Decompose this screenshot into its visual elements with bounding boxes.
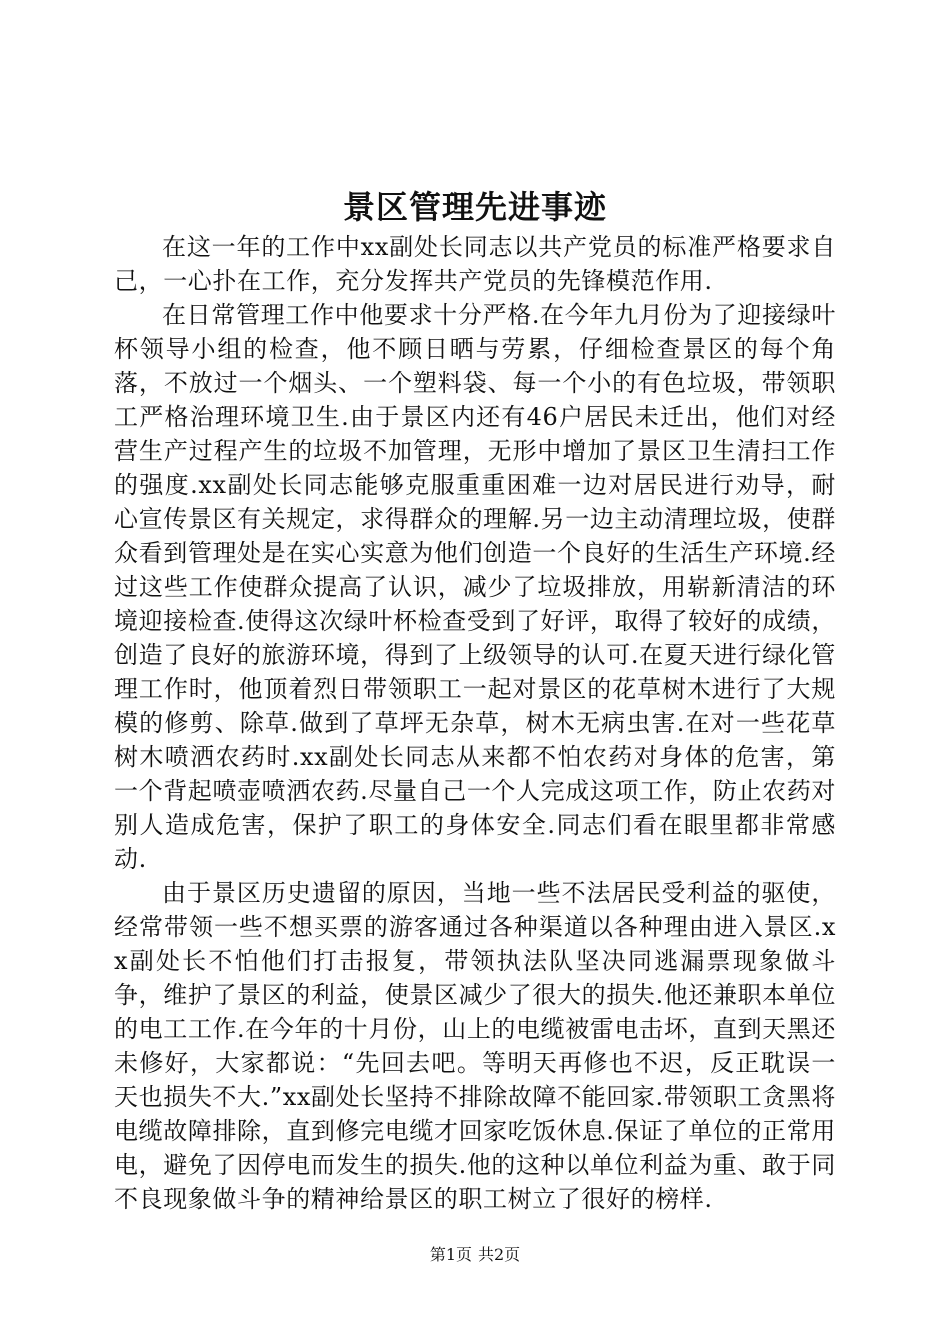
paragraph-3: 由于景区历史遗留的原因，当地一些不法居民受利益的驱使，经常带领一些不想买票的游客通过各种渠道以各种理由进入景区.xx副处长不怕他们打击报复，带领执法队坚决同逃漏票现象做斗争，维护了景区的利益，使景区减少了很大的损失.他还兼职本单位的电工工作.在今年的十月份，山上的电缆被雷电击坏，直到天黑还未修好，大家都说：“先回去吧。等明天再修也不迟，反正耽误一天也损失不大.”xx副处长坚持不排除故障不能回家.带领职工贪黑将电缆故障排除，直到修完电缆才回家吃饭休息.保证了单位的正常用电，避免了因停电而发生的损失.他的这种以单位利益为重、敢于同不良现象做斗争的精神给景区的职工树立了很好的榜样. <box>114 879 836 1213</box>
page-number: 第1页 <box>429 1245 472 1264</box>
paragraph-1: 在这一年的工作中xx副处长同志以共产党员的标准严格要求自己，一心扑在工作，充分发挥共产党员的先锋模范作用. <box>114 233 836 295</box>
document-title: 景区管理先进事迹 <box>342 188 607 226</box>
paragraph-2: 在日常管理工作中他要求十分严格.在今年九月份为了迎接绿叶杯领导小组的检查，他不顾日晒与劳累，仔细检查景区的每个角落，不放过一个烟头、一个塑料袋、每一个小的有色垃圾，带领职工严格治理环境卫生.由于景区内还有46户居民未迁出，他们对经营生产过程产生的垃圾不加管理，无形中增加了景区卫生清扫工作的强度.xx副处长同志能够克服重重困难一边对居民进行劝导，耐心宣传景区有关规定，求得群众的理解.另一边主动清理垃圾，使群众看到管理处是在实心实意为他们创造一个良好的生活生产环境.经过这些工作使群众提高了认识，减少了垃圾排放，用崭新清洁的环境迎接检查.使得这次绿叶杯检查受到了好评，取得了较好的成绩，创造了良好的旅游环境，得到了上级领导的认可.在夏天进行绿化管理工作时，他顶着烈日带领职工一起对景区的花草树木进行了大规模的修剪、除草.做到了草坪无杂草，树木无病虫害.在对一些花草树木喷洒农药时.xx副处长同志从来都不怕农药对身体的危害，第一个背起喷壶喷洒农药.尽量自己一个人完成这项工作，防止农药对别人造成危害，保护了职工的身体安全.同志们看在眼里都非常感动. <box>114 301 836 873</box>
page-footer <box>0 1243 950 1267</box>
document-body <box>114 230 836 1216</box>
page-total: 共2页 <box>478 1245 521 1264</box>
